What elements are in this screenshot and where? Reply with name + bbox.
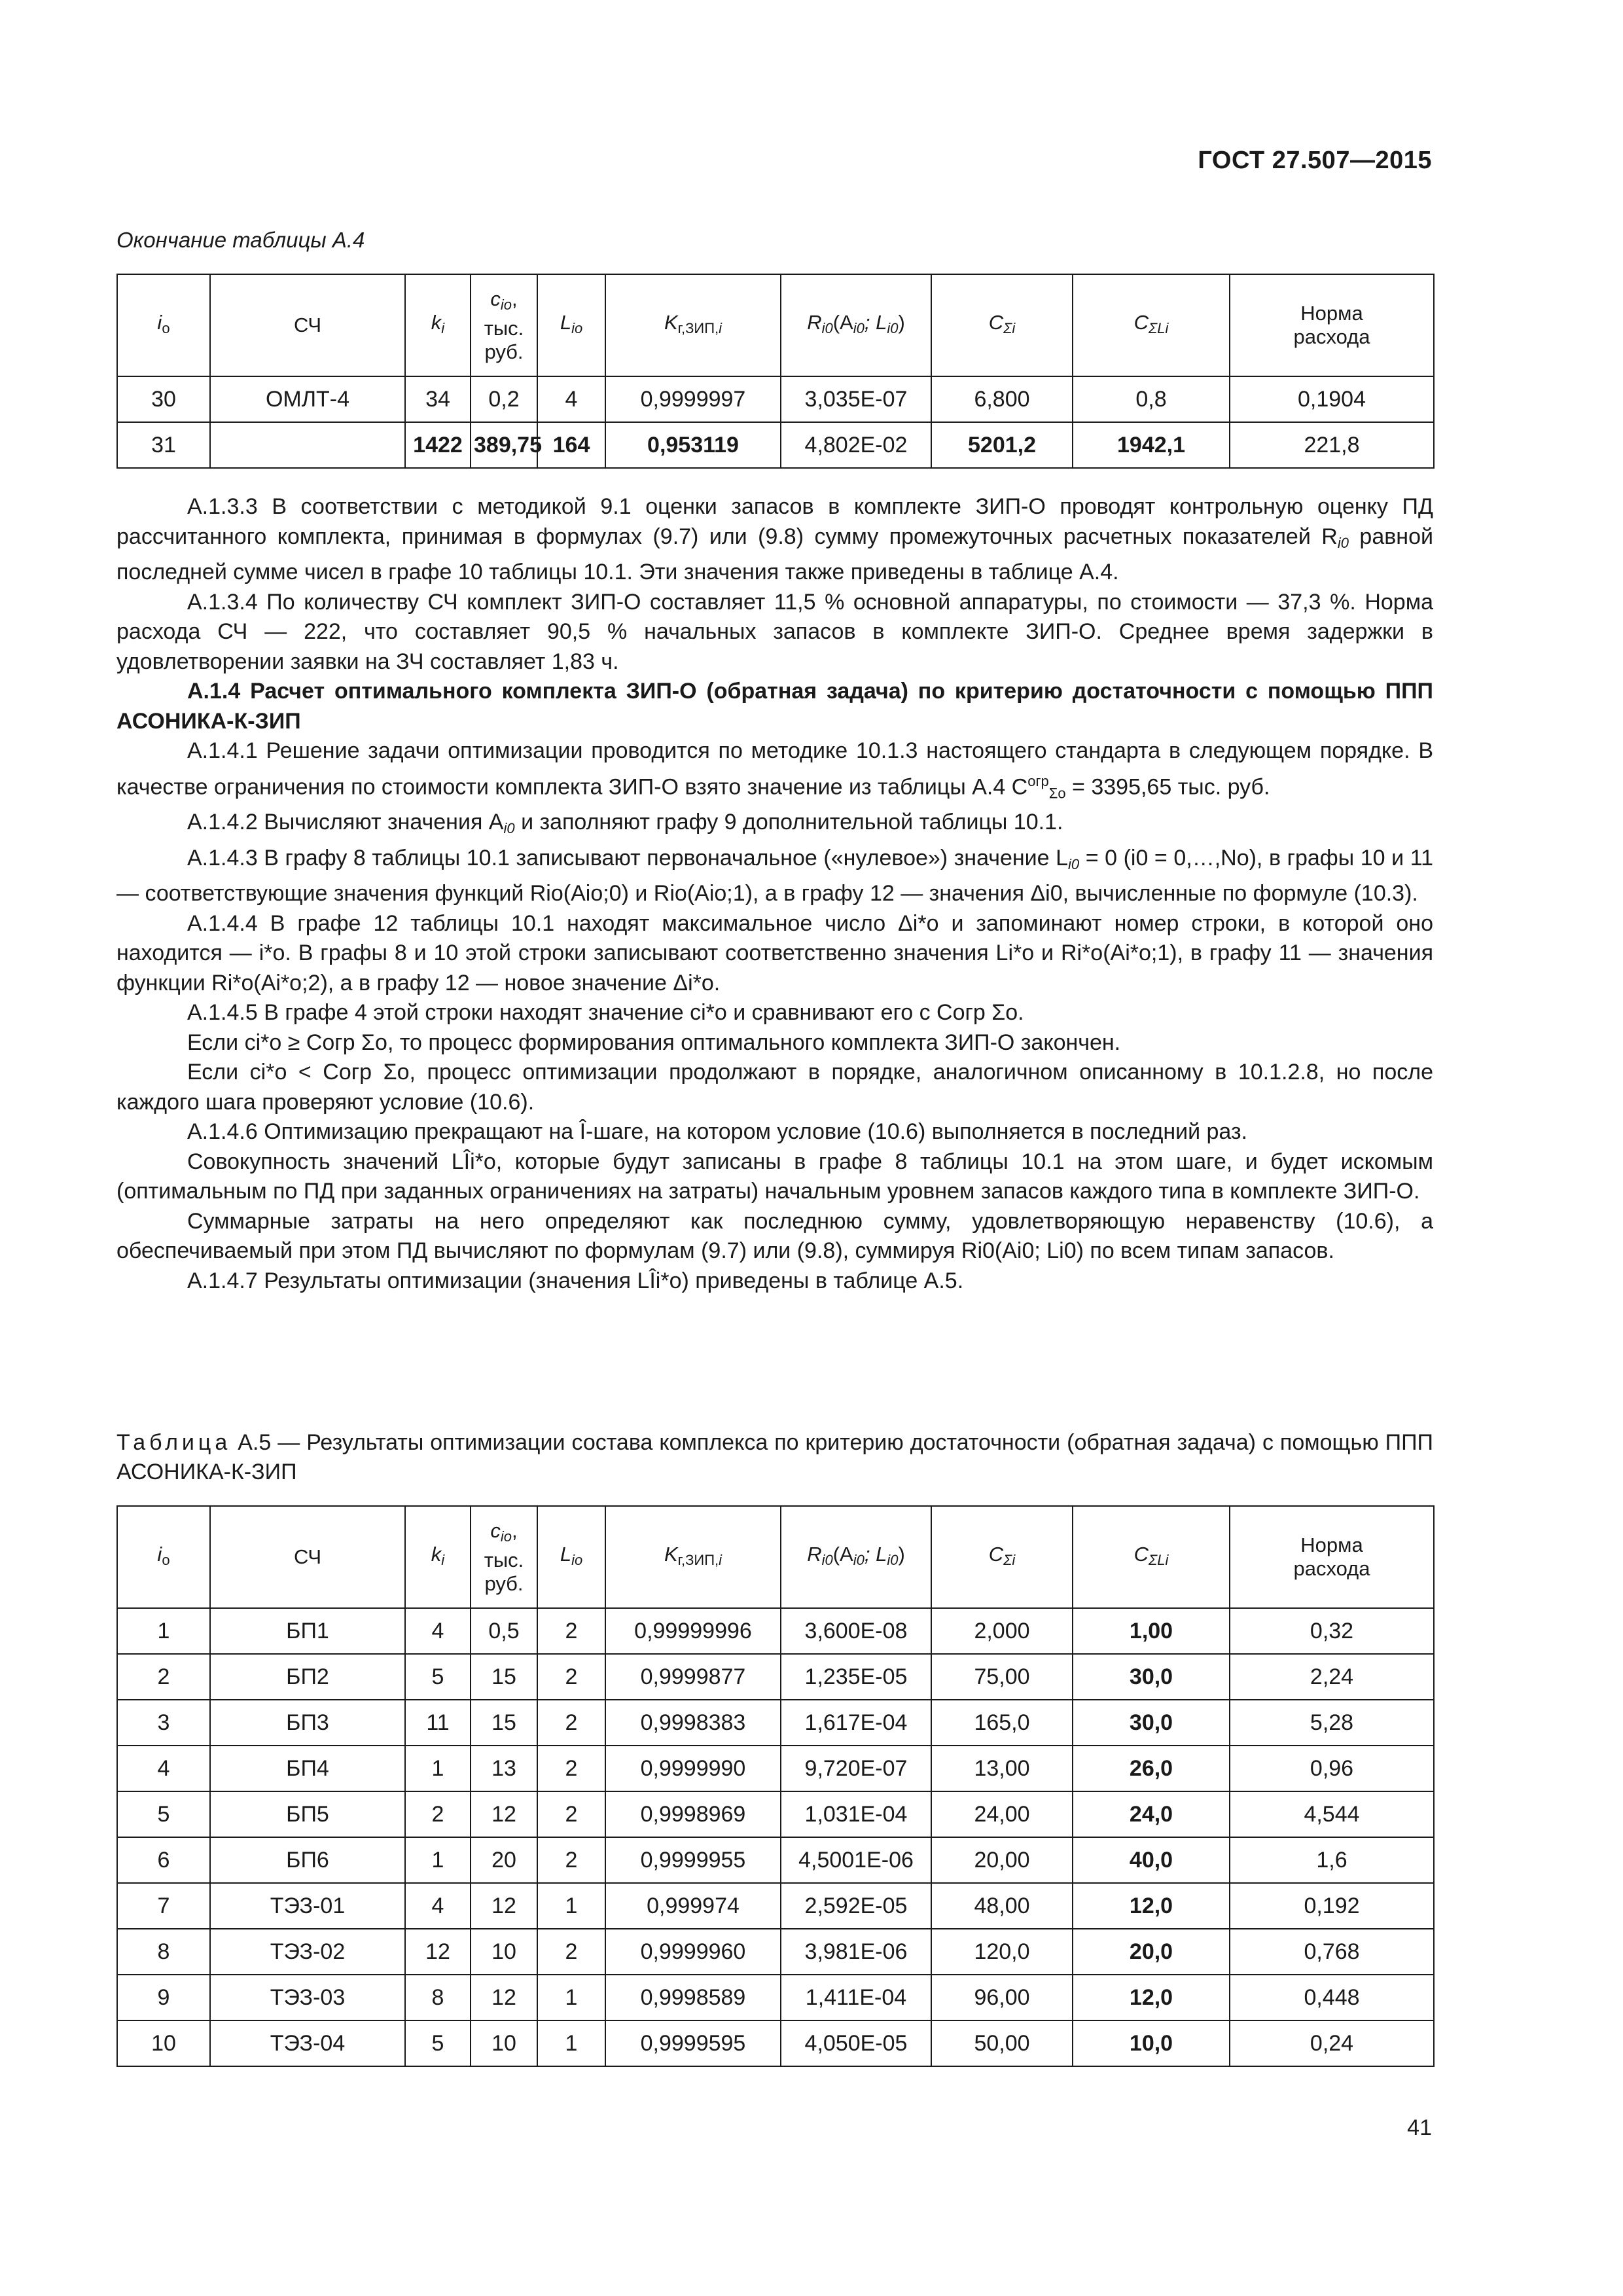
table-cell: 0,768 <box>1230 1929 1434 1975</box>
table-cell: 0,9998969 <box>605 1791 781 1837</box>
table-cell: 2 <box>405 1791 471 1837</box>
table-cell: 10,0 <box>1073 2020 1230 2066</box>
table-cell: 75,00 <box>931 1654 1073 1700</box>
table-cell: БП2 <box>210 1654 405 1700</box>
table-cell: 10 <box>471 1929 537 1975</box>
table-cell: 2 <box>537 1929 605 1975</box>
table-cell: 1,235E-05 <box>781 1654 931 1700</box>
paragraph-a142: А.1.4.2 Вычисляют значения $A_{i0}$ и заполняют графу 9 дополнительной таблицы 10.1. <box>187 810 1063 837</box>
section-heading-a14: А.1.4 Расчет оптимального комплекта ЗИП-О (обратная задача) по критерию достаточности с помощью ППП АСОНИКА-К-ЗИП <box>116 679 1433 734</box>
table-cell: 3 <box>117 1700 210 1746</box>
table-cell: 1 <box>537 2020 605 2066</box>
table-header-row <box>117 1506 1434 1608</box>
table-cell: 2 <box>117 1654 210 1700</box>
table-cell: 5 <box>405 1654 471 1700</box>
paragraph-a144: А.1.4.4 В графе 12 таблицы 10.1 находят максимальное число Δi*о и запоминают номер строки, в которой оно находится — i*о. В графы 8 и 10 этой строки записывают соответственно значения Li*о и Ri*о(Ai*о;1), в графу 11 — значения функции Ri*о(Ai*о;2), а в графу 12 — новое значение Δi*о. <box>116 910 1433 996</box>
table-cell: 0,9999990 <box>605 1746 781 1791</box>
col-header-kg: $K_{г,ЗИП,i}$ <box>605 274 781 376</box>
table-cell: 2 <box>537 1654 605 1700</box>
table-cell: 2,592E-05 <box>781 1883 931 1929</box>
col-header-ri0: $R_{i0}(A_{i0}$; $L_{i0}$) <box>781 1506 931 1608</box>
table-cell: 26,0 <box>1073 1746 1230 1791</box>
table-cell: 4,050E-05 <box>781 2020 931 2066</box>
table-a4-continuation-caption: Окончание таблицы А.4 <box>116 228 365 252</box>
paragraph-a145: А.1.4.5 В графе 4 этой строки находят значение ci*о и сравнивают его с Cогр Σо. <box>187 1000 1024 1026</box>
standard-header: ГОСТ 27.507—2015 <box>1198 147 1432 174</box>
table-cell: 1 <box>117 1608 210 1654</box>
col-header-ki: $k_i$ <box>405 274 471 376</box>
table-cell: 4 <box>405 1883 471 1929</box>
paragraph-set-values: Совокупность значений LÎi*о, которые будут записаны в графе 8 таблицы 10.1 на этом шаге, и будет искомым (оптимальным по ПД при заданных ограничениях на затраты) начальным уровнем запасов каждого типа в комплекте ЗИП-О. <box>116 1149 1433 1204</box>
col-header-cio: $c_{io}$, тыс. руб. <box>471 274 537 376</box>
col-header-io: $i_о$ <box>117 1506 210 1608</box>
table-cell: 1,00 <box>1073 1608 1230 1654</box>
table-a5-caption: Таблица А.5 — Результаты оптимизации состава комплекса по критерию достаточности (обратная задача) с помощью ППП АСОНИКА-К-ЗИП <box>116 1430 1433 1484</box>
table-cell: 0,448 <box>1230 1975 1434 2020</box>
table-cell: 12,0 <box>1073 1883 1230 1929</box>
col-header-cio: $c_{io}$, тыс. руб. <box>471 1506 537 1608</box>
table-a4-end <box>116 274 1435 469</box>
table-cell: 10 <box>471 2020 537 2066</box>
table-row <box>117 1700 1434 1746</box>
col-header-sch: СЧ <box>210 1506 405 1608</box>
table-cell: 0,999974 <box>605 1883 781 1929</box>
table-cell: 0,9999877 <box>605 1654 781 1700</box>
col-header-lio: $L_{io}$ <box>537 274 605 376</box>
table-cell: 5 <box>117 1791 210 1837</box>
table-cell: 165,0 <box>931 1700 1073 1746</box>
table-cell: 4 <box>117 1746 210 1791</box>
table-cell: 2 <box>537 1837 605 1883</box>
table-cell: 12 <box>471 1975 537 2020</box>
table-cell: 15 <box>471 1654 537 1700</box>
col-header-io: $i_о$ <box>117 274 210 376</box>
table-cell: 1 <box>537 1975 605 2020</box>
table-cell: ТЭЗ-03 <box>210 1975 405 2020</box>
table-cell: 9 <box>117 1975 210 2020</box>
table-cell: 0,9999595 <box>605 2020 781 2066</box>
col-header-kg: $K_{г,ЗИП,i}$ <box>605 1506 781 1608</box>
table-a5-body <box>117 1608 1434 2066</box>
paragraph-a134: А.1.3.4 По количеству СЧ комплект ЗИП-О составляет 11,5 % основной аппаратуры, по стоимости — 37,3 %. Норма расхода СЧ — 222, что составляет 90,5 % начальных запасов в комплекте ЗИП-О. Среднее время задержки в удовлетворении заявки на ЗЧ составляет 1,83 ч. <box>116 589 1433 674</box>
table-cell: 1 <box>405 1746 471 1791</box>
col-header-csli: $C_{\Sigma Li}$ <box>1073 1506 1230 1608</box>
table-cell: 20,0 <box>1073 1929 1230 1975</box>
table-cell: 2 <box>537 1700 605 1746</box>
col-header-csli: $C_{\Sigma Li}$ <box>1073 274 1230 376</box>
table-cell: БП1 <box>210 1608 405 1654</box>
col-header-lio: $L_{io}$ <box>537 1506 605 1608</box>
table-cell: 4,544 <box>1230 1791 1434 1837</box>
table-cell: ТЭЗ-01 <box>210 1883 405 1929</box>
col-header-norm: Норма расхода <box>1230 1506 1434 1608</box>
table-cell: БП6 <box>210 1837 405 1883</box>
table-cell: 8 <box>405 1975 471 2020</box>
body-text <box>116 492 1433 1296</box>
table-cell: 12 <box>405 1929 471 1975</box>
table-row <box>117 1975 1434 2020</box>
table-cell: 11 <box>405 1700 471 1746</box>
table-cell: 15 <box>471 1700 537 1746</box>
table-row <box>117 1791 1434 1837</box>
table-cell: 30,0 <box>1073 1654 1230 1700</box>
col-header-ki: $k_i$ <box>405 1506 471 1608</box>
table-cell: 12 <box>471 1883 537 1929</box>
table-cell: 20,00 <box>931 1837 1073 1883</box>
col-header-ri0: $R_{i0}(A_{i0}$; $L_{i0}$) <box>781 274 931 376</box>
col-header-sch: СЧ <box>210 274 405 376</box>
table-cell: 0,24 <box>1230 2020 1434 2066</box>
table-row <box>117 1746 1434 1791</box>
table-cell: 0,9998589 <box>605 1975 781 2020</box>
table-cell: 30,0 <box>1073 1700 1230 1746</box>
table-cell: 24,0 <box>1073 1791 1230 1837</box>
table-cell: 10 <box>117 2020 210 2066</box>
table-cell: 96,00 <box>931 1975 1073 2020</box>
table-cell: 12 <box>471 1791 537 1837</box>
table-a5 <box>116 1505 1435 2067</box>
table-cell: 2 <box>537 1746 605 1791</box>
paragraph-a133: А.1.3.3 В соответствии с методикой 9.1 оценки запасов в комплекте ЗИП-О проводят контрольную оценку ПД рассчитанного комплекта, принимая в формулах (9.7) или (9.8) сумму промежуточных расчетных показателей $R_{i0}$ равной последней сумме чисел в графе 10 таблицы 10.1. Эти значения также приведены в таблице А.4. <box>116 494 1433 584</box>
table-cell: 0,99999996 <box>605 1608 781 1654</box>
table-cell: 1,6 <box>1230 1837 1434 1883</box>
table-cell: 0,96 <box>1230 1746 1434 1791</box>
table-row: 31 1422 389,75 164 0,953119 4,802E-02 5201,2 1942,1 221,8 <box>117 422 1434 468</box>
table-cell: 2 <box>537 1608 605 1654</box>
paragraph-condition-continue: Если ci*о < Cогр Σо, процесс оптимизации продолжают в порядке, аналогичном описанному в 10.1.2.8, но после каждого шага проверяют условие (10.6). <box>116 1060 1433 1115</box>
table-cell: 13 <box>471 1746 537 1791</box>
table-header-row <box>117 274 1434 376</box>
table-cell: 0,9999960 <box>605 1929 781 1975</box>
table-cell: 4 <box>405 1608 471 1654</box>
paragraph-a146: А.1.4.6 Оптимизацию прекращают на Î-шаге, на котором условие (10.6) выполняется в последний раз. <box>187 1119 1247 1145</box>
col-header-csi: $C_{\Sigma i}$ <box>931 274 1073 376</box>
table-cell: 40,0 <box>1073 1837 1230 1883</box>
page-number: 41 <box>1407 2115 1432 2140</box>
table-cell: 0,5 <box>471 1608 537 1654</box>
table-cell: 2,24 <box>1230 1654 1434 1700</box>
table-cell: 1 <box>405 1837 471 1883</box>
table-cell: 12,0 <box>1073 1975 1230 2020</box>
table-cell: 1,031E-04 <box>781 1791 931 1837</box>
col-header-norm: Норма расхода <box>1230 274 1434 376</box>
table-cell: 8 <box>117 1929 210 1975</box>
table-row <box>117 1837 1434 1883</box>
table-cell: 0,192 <box>1230 1883 1434 1929</box>
table-cell: 6 <box>117 1837 210 1883</box>
table-cell: 5 <box>405 2020 471 2066</box>
table-row <box>117 1883 1434 1929</box>
paragraph-a147: А.1.4.7 Результаты оптимизации (значения LÎi*о) приведены в таблице А.5. <box>187 1268 964 1293</box>
table-cell: 5,28 <box>1230 1700 1434 1746</box>
table-cell: 1 <box>537 1883 605 1929</box>
table-cell: БП5 <box>210 1791 405 1837</box>
table-cell: 13,00 <box>931 1746 1073 1791</box>
col-header-csi: $C_{\Sigma i}$ <box>931 1506 1073 1608</box>
table-cell: 24,00 <box>931 1791 1073 1837</box>
table-cell: БП4 <box>210 1746 405 1791</box>
table-row <box>117 1929 1434 1975</box>
table-cell: 3,981E-06 <box>781 1929 931 1975</box>
table-cell: 4,5001E-06 <box>781 1837 931 1883</box>
table-cell: БП3 <box>210 1700 405 1746</box>
paragraph-a143: А.1.4.3 В графу 8 таблицы 10.1 записывают первоначальное («нулевое») значение $L_{i0} = 0$ (i0 = 0,…,Nо), в графы 10 и 11 — соответствующие значения функций Rio(Aio;0) и Rio(Aio;1), а в графу 12 — значения Δi0, вычисленные по формуле (10.3). <box>116 845 1433 906</box>
paragraph-a141: А.1.4.1 Решение задачи оптимизации проводится по методике 10.1.3 настоящего стандарта в следующем порядке. В качестве ограничения по стоимости комплекта ЗИП-О взято значение из таблицы А.4 $C^{огр}_{\Sigma о} = 3395,65$ тыс. руб. <box>116 738 1433 801</box>
table-cell: 0,9998383 <box>605 1700 781 1746</box>
paragraph-total-cost: Суммарные затраты на него определяют как последнюю сумму, удовлетворяющую неравенству (10.6), а обеспечиваемый при этом ПД вычисляют по формулам (9.7) или (9.8), суммируя Ri0(Ai0; Li0) по всем типам запасов. <box>116 1208 1433 1264</box>
table-row <box>117 1608 1434 1654</box>
table-cell: 48,00 <box>931 1883 1073 1929</box>
table-cell: 0,9999955 <box>605 1837 781 1883</box>
table-cell: 3,600E-08 <box>781 1608 931 1654</box>
table-cell: 50,00 <box>931 2020 1073 2066</box>
table-cell: ТЭЗ-04 <box>210 2020 405 2066</box>
table-cell: 7 <box>117 1883 210 1929</box>
table-cell: 1,617E-04 <box>781 1700 931 1746</box>
table-cell: 2 <box>537 1791 605 1837</box>
table-row <box>117 2020 1434 2066</box>
table-cell: 9,720E-07 <box>781 1746 931 1791</box>
table-cell: 0,32 <box>1230 1608 1434 1654</box>
table-cell: 20 <box>471 1837 537 1883</box>
paragraph-condition-stop: Если ci*о ≥ Cогр Σо, то процесс формирования оптимального комплекта ЗИП-О закончен. <box>187 1030 1121 1055</box>
table-cell: 1,411E-04 <box>781 1975 931 2020</box>
table-row <box>117 1654 1434 1700</box>
table-cell: 2,000 <box>931 1608 1073 1654</box>
table-row: 30 ОМЛТ-4 34 0,2 4 0,9999997 3,035E-07 6,800 0,8 0,1904 <box>117 376 1434 422</box>
table-cell: ТЭЗ-02 <box>210 1929 405 1975</box>
table-cell: 120,0 <box>931 1929 1073 1975</box>
